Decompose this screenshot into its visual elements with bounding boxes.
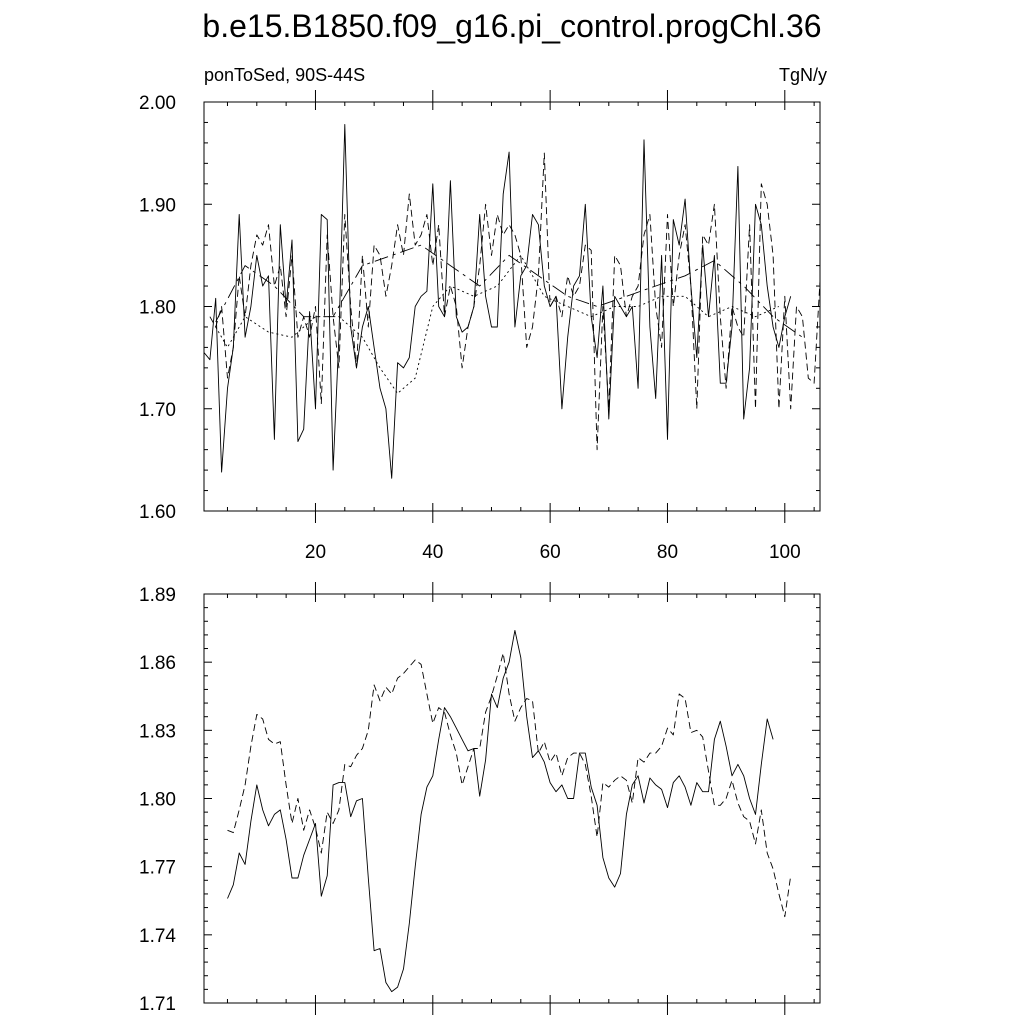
panel-2-ytick-label: 1.74 — [139, 925, 176, 947]
panel-2-series-line-2 — [228, 653, 791, 917]
panel-2-ytick-label: 1.89 — [139, 585, 176, 606]
panel-1-xtick-label: 100 — [768, 542, 801, 563]
panel-1-ytick-label: 1.80 — [139, 297, 176, 319]
panel-units-label: TgN/y — [778, 65, 827, 85]
panel-1-plot-frame — [204, 102, 820, 511]
panel-2-ytick-label: 1.80 — [139, 789, 176, 811]
panel-1-xtick-label: 60 — [539, 542, 561, 563]
figure-title: b.e15.B1850.f09_g16.pi_control.progChl.36 — [202, 8, 822, 44]
panel-1-xtick-label: 20 — [304, 542, 327, 563]
panel-1-xtick-label: 80 — [656, 542, 679, 563]
panel-1-series-line-1 — [204, 125, 791, 479]
panel-2-ytick-label: 1.77 — [139, 857, 176, 879]
panel-1-xtick-label: 40 — [422, 542, 444, 563]
panel-1-series-line-2 — [210, 153, 820, 450]
panel-1-ytick-label: 1.70 — [139, 399, 176, 421]
panel-2-plot-frame — [204, 594, 820, 1003]
panel-2-ytick-label: 1.86 — [139, 653, 176, 675]
panel-2-ytick-label: 1.71 — [139, 994, 176, 1015]
panel-subtitle-left: ponToSed, 90S-44S — [204, 65, 366, 85]
panel-1-ytick-label: 1.90 — [139, 195, 176, 217]
panel-1-ytick-label: 2.00 — [139, 93, 176, 114]
panel-1-ytick-label: 1.60 — [139, 502, 176, 523]
panel-2-ytick-label: 1.83 — [139, 721, 176, 743]
